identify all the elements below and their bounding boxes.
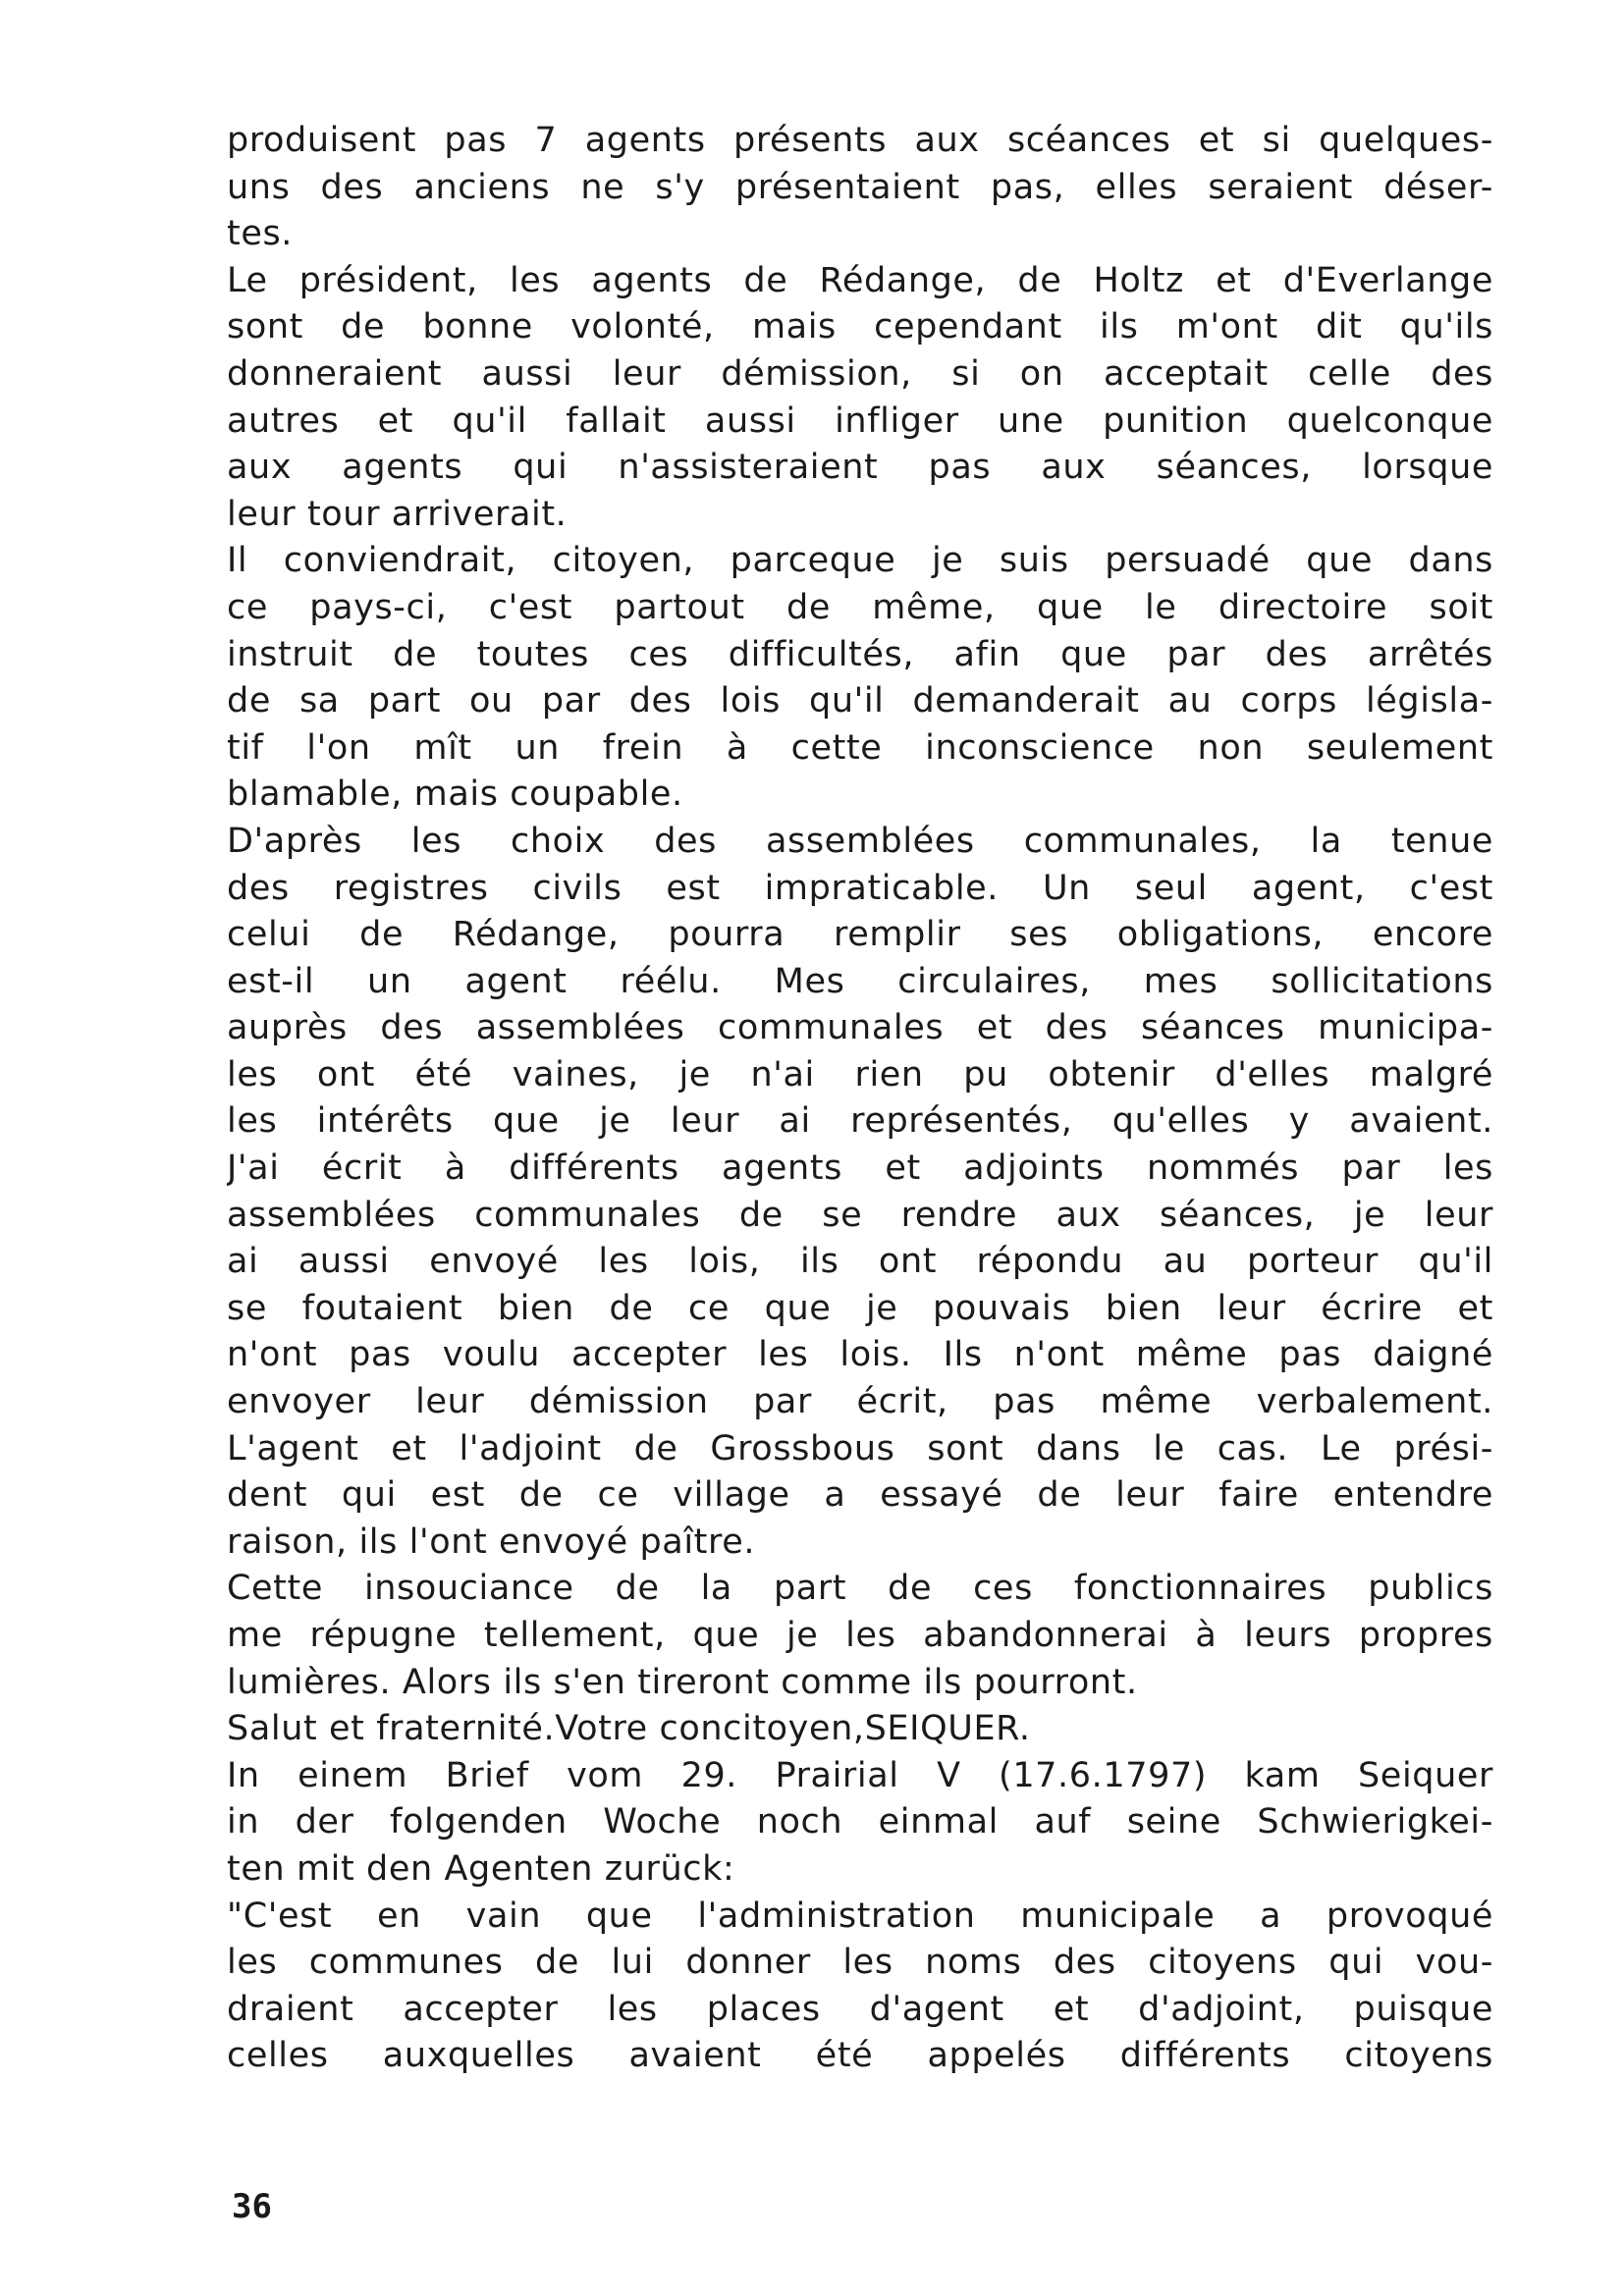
text-line: les intérêts que je leur ai représentés, qu'elles y avaient. [227, 1101, 1493, 1142]
page-number: 36 [232, 2187, 272, 2226]
text-line: se foutaient bien de ce que je pouvais bien leur écrire et [227, 1288, 1493, 1328]
text-line: Il conviendrait, citoyen, parceque je suis persuadé que dans [227, 541, 1493, 581]
text-line: blamable, mais coupable. [227, 774, 683, 815]
text-line: ai aussi envoyé les lois, ils ont répondu au porteur qu'il [227, 1242, 1493, 1282]
text-line: lumières. Alors ils s'en tireront comme ils pourront. [227, 1662, 1138, 1702]
text-line: autres et qu'il fallait aussi infliger une punition quelconque [227, 400, 1493, 441]
text-line: Le président, les agents de Rédange, de Holtz et d'Everlange [227, 260, 1493, 300]
text-line: draient accepter les places d'agent et d'adjoint, puisque [227, 1989, 1493, 2029]
text-line: In einem Brief vom 29. Prairial V (17.6.1797) kam Seiquer [227, 1755, 1493, 1795]
text-line: ce pays-ci, c'est partout de même, que le directoire soit [227, 587, 1493, 627]
text-line: dent qui est de ce village a essayé de leur faire entendre [227, 1475, 1493, 1516]
text-line: uns des anciens ne s'y présentaient pas, elles seraient déser- [227, 167, 1493, 207]
text-line: celles auxquelles avaient été appelés différents citoyens [227, 2036, 1493, 2076]
text-line: assemblées communales de se rendre aux séances, je leur [227, 1195, 1493, 1235]
text-line: celui de Rédange, pourra remplir ses obligations, encore [227, 915, 1493, 955]
text-line: leur tour arriverait. [227, 494, 568, 534]
text-line: est-il un agent réélu. Mes circulaires, mes sollicitations [227, 961, 1493, 1001]
text-line: J'ai écrit à différents agents et adjoints nommés par les [227, 1148, 1493, 1189]
text-line: aux agents qui n'assisteraient pas aux séances, lorsque [227, 448, 1493, 488]
text-line: in der folgenden Woche noch einmal auf seine Schwierigkei- [227, 1802, 1493, 1842]
text-line: de sa part ou par des lois qu'il demanderait au corps législa- [227, 681, 1493, 721]
text-line: sont de bonne volonté, mais cependant ils m'ont dit qu'ils [227, 307, 1493, 347]
text-line: donneraient aussi leur démission, si on acceptait celle des [227, 353, 1493, 394]
text-line: ten mit den Agenten zurück: [227, 1848, 735, 1889]
text-line: tes. [227, 214, 294, 254]
text-line: D'après les choix des assemblées communales, la tenue [227, 821, 1493, 861]
text-line: raison, ils l'ont envoyé paître. [227, 1522, 756, 1562]
text-line: produisent pas 7 agents présents aux scéances et si quelques- [227, 121, 1493, 160]
text-line: auprès des assemblées communales et des séances municipa- [227, 1008, 1493, 1048]
text-line: les communes de lui donner les noms des citoyens qui vou- [227, 1943, 1493, 1983]
text-line: "C'est en vain que l'administration municipale a provoqué [227, 1896, 1493, 1936]
text-line: tif l'on mît un frein à cette inconscience non seulement [227, 727, 1493, 768]
text-line: L'agent et l'adjoint de Grossbous sont dans le cas. Le prési- [227, 1428, 1493, 1468]
body-text [227, 118, 1493, 2080]
text-line: envoyer leur démission par écrit, pas même verbalement. [227, 1382, 1493, 1422]
text-line: Salut et fraternité.Votre concitoyen,SEIQUER. [227, 1709, 1031, 1749]
text-line: les ont été vaines, je n'ai rien pu obtenir d'elles malgré [227, 1054, 1493, 1095]
text-line: n'ont pas voulu accepter les lois. Ils n'ont même pas daigné [227, 1335, 1493, 1375]
text-line: Cette insouciance de la part de ces fonctionnaires publics [227, 1569, 1493, 1609]
text-line: des registres civils est impraticable. Un seul agent, c'est [227, 868, 1493, 908]
text-line: instruit de toutes ces difficultés, afin que par des arrêtés [227, 634, 1493, 674]
text-line: me répugne tellement, que je les abandonnerai à leurs propres [227, 1616, 1493, 1655]
